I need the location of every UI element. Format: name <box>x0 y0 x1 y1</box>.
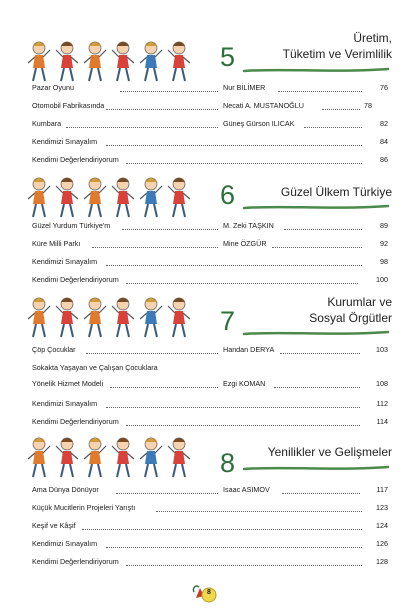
leader-dots <box>322 108 360 110</box>
leader-dots <box>126 282 358 284</box>
toc-entry[interactable] <box>32 238 388 250</box>
child-figure-icon <box>84 298 106 337</box>
child-figure-icon <box>28 438 50 477</box>
child-figure-icon <box>140 42 162 81</box>
entry-title: Çöp Çocuklar <box>32 345 76 354</box>
entry-page: 86 <box>380 155 388 164</box>
toc-entry[interactable] <box>32 220 388 232</box>
section-number: 6 <box>220 180 236 210</box>
kids-illustration <box>26 36 192 86</box>
entry-title: Küçük Mucitlerin Projeleri Yarıştı <box>32 503 136 512</box>
entry-title: Kendimi Değerlendiriyorum <box>32 557 119 566</box>
entry-page: 117 <box>376 485 388 494</box>
section-title: Güzel Ülkem Türkiye <box>280 185 392 199</box>
leader-dots <box>304 126 362 128</box>
toc-entry[interactable] <box>32 82 388 94</box>
entry-title: Kendimizi Sınayalım <box>32 137 98 146</box>
entry-page: 114 <box>376 417 388 426</box>
child-figure-icon <box>28 178 50 217</box>
entry-title: Sokakta Yaşayan ve Çalışan Çocuklara <box>32 363 158 372</box>
leader-dots <box>126 424 360 426</box>
child-figure-icon <box>168 42 190 81</box>
child-figure-icon <box>28 42 50 81</box>
section-number: 5 <box>220 42 236 72</box>
toc-entry[interactable] <box>32 520 388 532</box>
child-figure-icon <box>56 42 78 81</box>
entry-author: Mine ÖZGÜR <box>223 239 267 248</box>
child-figure-icon <box>84 42 106 81</box>
child-figure-icon <box>168 298 190 337</box>
child-figure-icon <box>28 298 50 337</box>
leader-dots <box>82 528 362 530</box>
entry-page: 123 <box>376 503 388 512</box>
leader-dots <box>106 546 362 548</box>
entry-page: 82 <box>380 119 388 128</box>
entry-title: Kendimizi Sınayalım <box>32 539 98 548</box>
kids-illustration <box>26 172 192 222</box>
entry-page: 84 <box>380 137 388 146</box>
entry-title: Otomobil Fabrikasında <box>32 101 105 110</box>
entry-author: Isaac ASIMOV <box>223 485 270 494</box>
section-number: 7 <box>220 306 236 336</box>
entry-title: Kendimi Değerlendiriyorum <box>32 155 119 164</box>
entry-author: M. Zeki TAŞKIN <box>223 221 274 230</box>
leader-dots <box>272 246 362 248</box>
entry-title: Güzel Yurdum Türkiye'm <box>32 221 111 230</box>
toc-entry[interactable] <box>32 502 388 514</box>
entry-page: 92 <box>380 239 388 248</box>
child-figure-icon <box>56 438 78 477</box>
entry-title: Keşif ve Kâşif <box>32 521 76 530</box>
toc-entry[interactable] <box>32 274 388 286</box>
entry-title: Kumbara <box>32 119 62 128</box>
entry-page: 128 <box>376 557 388 566</box>
entry-author: Handan DERYA <box>223 345 275 354</box>
entry-author: Nur BİLİMER <box>223 83 266 92</box>
leader-dots <box>106 406 360 408</box>
leader-dots <box>282 492 360 494</box>
swoosh-underline <box>242 329 390 337</box>
entry-author: Ezgi KOMAN <box>223 379 266 388</box>
page-number-badge <box>190 578 220 606</box>
section-number: 8 <box>220 448 236 478</box>
child-figure-icon <box>112 298 134 337</box>
entry-page: 76 <box>380 83 388 92</box>
entry-title: Pazar Oyunu <box>32 83 74 92</box>
leader-dots <box>120 90 218 92</box>
entry-title: Küre Milli Parkı <box>32 239 81 248</box>
toc-entry[interactable] <box>32 484 388 496</box>
children-figures-icon <box>26 432 192 482</box>
toc-entry[interactable] <box>32 378 388 390</box>
entry-page: 89 <box>380 221 388 230</box>
flower-badge-icon <box>190 578 220 606</box>
toc-entry[interactable] <box>32 136 388 148</box>
entry-page: 100 <box>376 275 388 284</box>
entry-title: Yönelik Hizmet Modeli <box>32 379 104 388</box>
child-figure-icon <box>112 178 134 217</box>
kids-illustration <box>26 432 192 482</box>
toc-entry[interactable] <box>32 362 388 374</box>
leader-dots <box>126 162 362 164</box>
child-figure-icon <box>168 438 190 477</box>
leader-dots <box>274 386 360 388</box>
children-figures-icon <box>26 36 192 86</box>
swoosh-underline <box>242 66 390 74</box>
entry-page: 98 <box>380 257 388 266</box>
leader-dots <box>278 90 362 92</box>
leader-dots <box>92 246 218 248</box>
toc-entry[interactable] <box>32 100 388 112</box>
entry-page: 112 <box>376 399 388 408</box>
children-figures-icon <box>26 172 192 222</box>
section-title: Üretim, Tüketim ve Verimlilik <box>282 31 392 61</box>
entry-page: 126 <box>376 539 388 548</box>
leader-dots <box>86 352 218 354</box>
kids-illustration <box>26 292 192 342</box>
leader-dots <box>280 352 360 354</box>
leader-dots <box>110 386 218 388</box>
leader-dots <box>122 228 218 230</box>
entry-author: Necati A. MUSTANOĞLU <box>223 101 304 110</box>
entry-page: 124 <box>376 521 388 530</box>
leader-dots <box>156 510 362 512</box>
entry-page: 108 <box>376 379 388 388</box>
toc-entry[interactable] <box>32 398 388 410</box>
entry-page: 103 <box>376 345 388 354</box>
children-figures-icon <box>26 292 192 342</box>
child-figure-icon <box>84 438 106 477</box>
child-figure-icon <box>140 438 162 477</box>
toc-entry[interactable] <box>32 256 388 268</box>
child-figure-icon <box>112 42 134 81</box>
swoosh-underline <box>242 203 390 211</box>
toc-entry[interactable] <box>32 538 388 550</box>
entry-title: Ama Dünya Dönüyor <box>32 485 99 494</box>
child-figure-icon <box>56 298 78 337</box>
leader-dots <box>284 228 362 230</box>
entry-title: Kendimi Değerlendiriyorum <box>32 275 119 284</box>
swoosh-underline <box>242 464 390 472</box>
child-figure-icon <box>140 178 162 217</box>
entry-title: Kendimizi Sınayalım <box>32 257 98 266</box>
child-figure-icon <box>168 178 190 217</box>
entry-page: 78 <box>364 101 372 110</box>
toc-entry[interactable] <box>32 154 388 166</box>
leader-dots <box>126 564 362 566</box>
child-figure-icon <box>56 178 78 217</box>
section-title: Kurumlar ve Sosyal Örgütler <box>309 295 392 325</box>
toc-entry[interactable] <box>32 118 388 130</box>
toc-entry[interactable] <box>32 344 388 356</box>
page-number: 8 <box>207 589 211 596</box>
leader-dots <box>116 492 218 494</box>
toc-entry[interactable] <box>32 416 388 428</box>
leader-dots <box>66 126 218 128</box>
leader-dots <box>106 108 218 110</box>
child-figure-icon <box>140 298 162 337</box>
entry-author: Güneş Gürson ILICAK <box>223 119 295 128</box>
leader-dots <box>106 144 362 146</box>
child-figure-icon <box>84 178 106 217</box>
toc-entry[interactable] <box>32 556 388 568</box>
section-title: Yenilikler ve Gelişmeler <box>267 445 392 459</box>
entry-title: Kendimizi Sınayalım <box>32 399 98 408</box>
entry-title: Kendimi Değerlendiriyorum <box>32 417 119 426</box>
leader-dots <box>106 264 362 266</box>
child-figure-icon <box>112 438 134 477</box>
